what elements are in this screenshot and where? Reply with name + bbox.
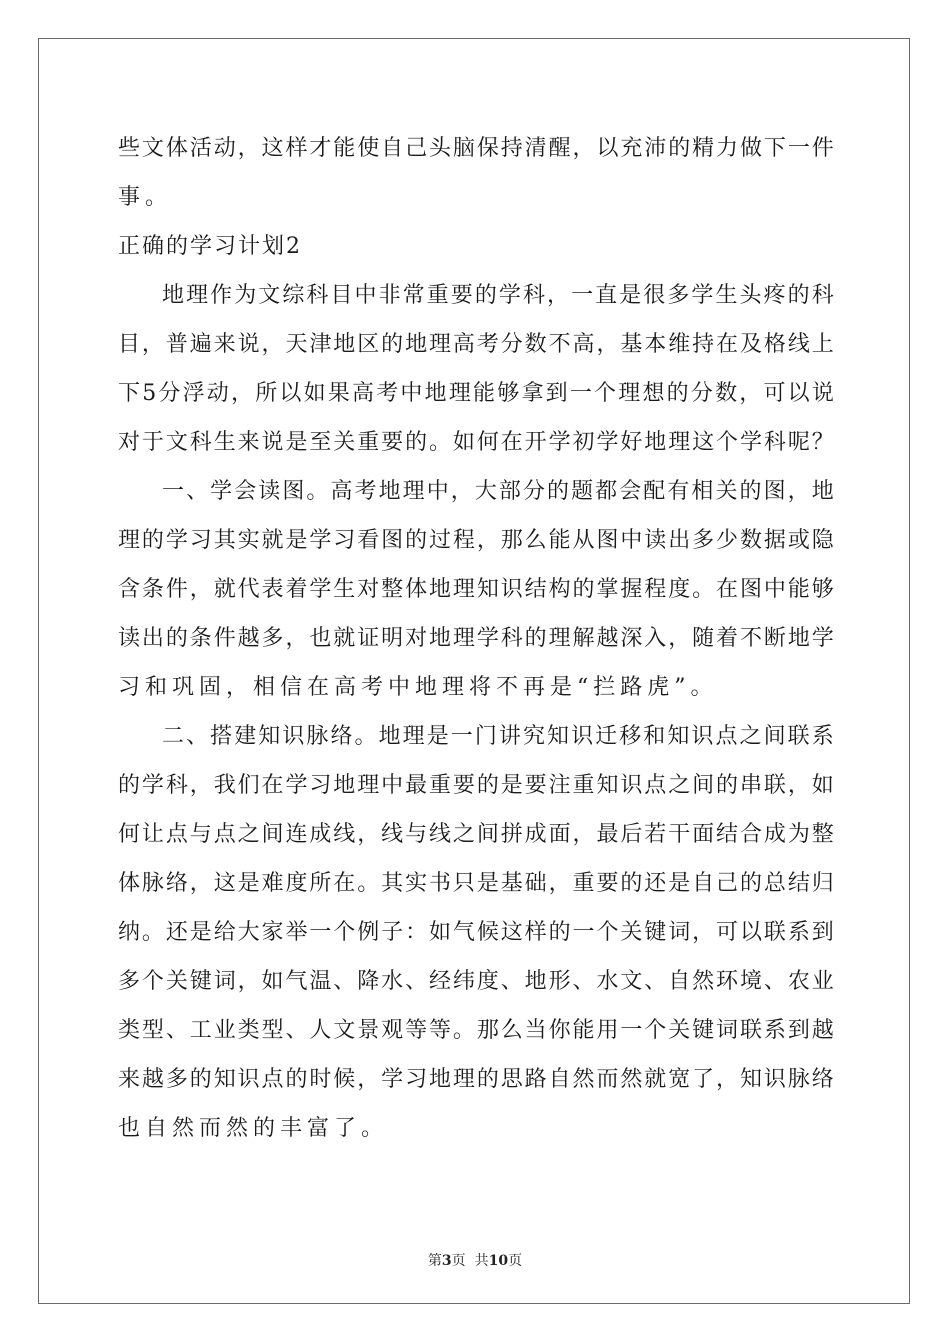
text-line: 事。 <box>118 185 173 210</box>
text-line: 体 脉 络 ， 这 是 难 度 所 在 。 其 实 书 只 是 基 础 ， 重 要 的 还 是 自 己 的 总 结 归 <box>118 871 834 896</box>
text-line: 目 ， 普 遍 来 说 ， 天 津 地 区 的 地 理 高 考 分 数 不 高 ， 基 本 维 持 在 及 格 线 上 <box>118 332 834 357</box>
text-line: 对 于 文 科 生 来 说 是 至 关 重 要 的 。 如 何 在 开 学 初 学 好 地 理 这 个 学 科 呢 ？ <box>118 430 834 455</box>
text-line: 含 条 件 ， 就 代 表 着 学 生 对 整 体 地 理 知 识 结 构 的 掌 握 程 度 。 在 图 中 能 够 <box>118 577 834 602</box>
total-pages-number: 10 <box>488 1253 509 1269</box>
text-line: 习和巩固，相信在高考中地理将不再是“拦路虎”。 <box>118 675 718 700</box>
current-page-number: 3 <box>441 1253 452 1269</box>
text-line: 理 的 学 习 其 实 就 是 学 习 看 图 的 过 程 ， 那 么 能 从 图 中 读 出 多 少 数 据 或 隐 <box>118 528 834 553</box>
footer-prefix: 第 <box>427 1253 442 1269</box>
text-line: 来 越 多 的 知 识 点 的 时 候 ， 学 习 地 理 的 思 路 自 然 而 然 就 宽 了 ， 知 识 脉 络 <box>118 1067 834 1092</box>
text-line: 的 学 科 ， 我 们 在 学 习 地 理 中 最 重 要 的 是 要 注 重 知 识 点 之 间 的 串 联 ， 如 <box>118 773 834 798</box>
text-line: 二 、 搭 建 知 识 脉 络 。 地 理 是 一 门 讲 究 知 识 迁 移 和 知 识 点 之 间 联 系 <box>162 724 834 749</box>
text-line: 也自然而然的丰富了。 <box>118 1116 389 1141</box>
text-line: 类 型 、 工 业 类 型 、 人 文 景 观 等 等 。 那 么 当 你 能 用 一 个 关 键 词 联 系 到 越 <box>118 1018 834 1043</box>
footer-suffix: 页 <box>508 1253 523 1269</box>
text-line: 纳 。 还 是 给 大 家 举 一 个 例 子 ： 如 气 候 这 样 的 一 个 关 键 词 ， 可 以 联 系 到 <box>118 920 834 945</box>
footer-middle: 页 共 <box>451 1253 489 1269</box>
section-heading: 正确的学习计划2 <box>118 234 302 259</box>
document-body <box>118 124 834 1153</box>
text-line: 地 理 作 为 文 综 科 目 中 非 常 重 要 的 学 科 ， 一 直 是 很 多 学 生 头 疼 的 科 <box>162 283 834 308</box>
text-line: 多 个 关 键 词 ， 如 气 温 、 降 水 、 经 纬 度 、 地 形 、 水 文 、 自 然 环 境 、 农 业 <box>118 969 834 994</box>
text-line: 读 出 的 条 件 越 多 ， 也 就 证 明 对 地 理 学 科 的 理 解 越 深 入 ， 随 着 不 断 地 学 <box>118 626 834 651</box>
text-line: 下 5 分 浮 动 ， 所 以 如 果 高 考 中 地 理 能 够 拿 到 一 个 理 想 的 分 数 ， 可 以 说 <box>118 381 834 406</box>
text-line: 些 文 体 活 动 ， 这 样 才 能 使 自 己 头 脑 保 持 清 醒 ， 以 充 沛 的 精 力 做 下 一 件 <box>118 136 834 161</box>
text-line: 何 让 点 与 点 之 间 连 成 线 ， 线 与 线 之 间 拼 成 面 ， 最 后 若 干 面 结 合 成 为 整 <box>118 822 834 847</box>
text-line: 一 、 学 会 读 图 。 高 考 地 理 中 ， 大 部 分 的 题 都 会 配 有 相 关 的 图 ， 地 <box>162 479 834 504</box>
page-footer <box>0 1250 950 1270</box>
